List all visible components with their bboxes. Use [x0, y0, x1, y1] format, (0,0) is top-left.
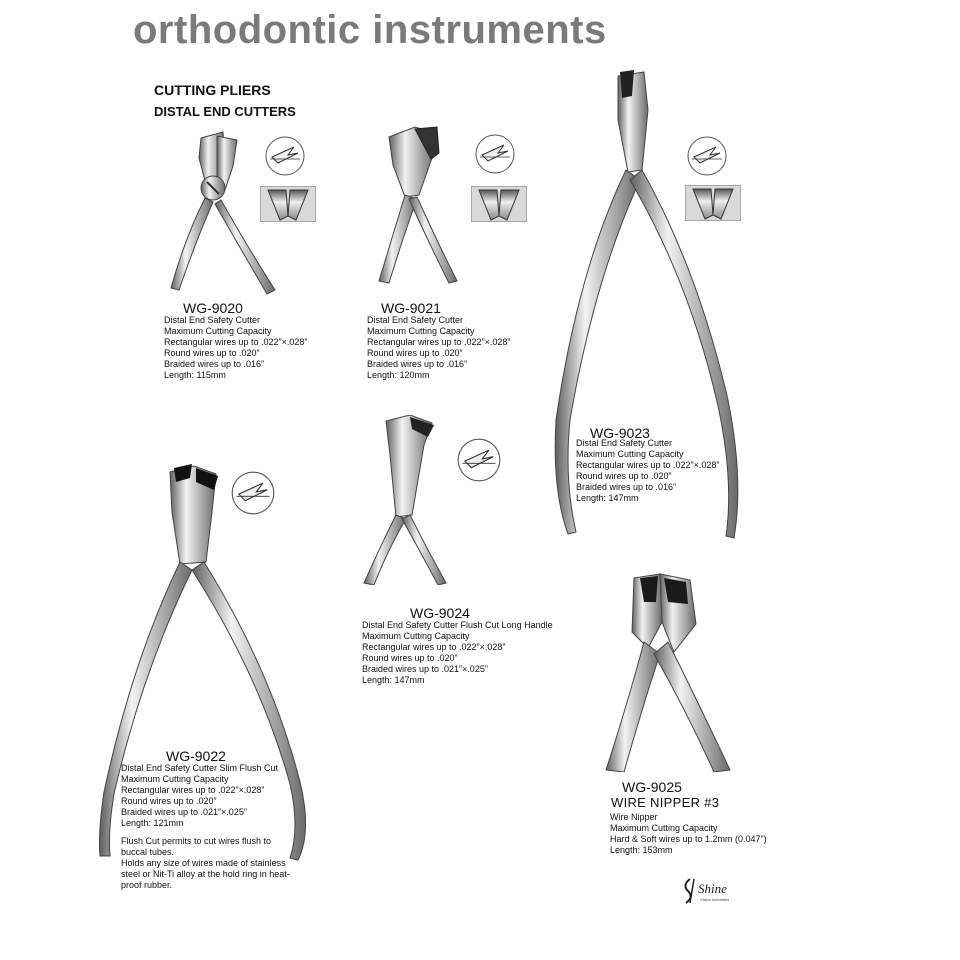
product-code: WG-9020: [183, 300, 243, 316]
product-specs: Distal End Safety Cutter Slim Flush Cut Maximum Cutting Capacity Rectangular wires up to .022”×.028” Round wires up to .020” Braided wires up to .021”×.025” Length: 121mm: [121, 763, 279, 828]
product-code: WG-9021: [381, 300, 441, 316]
cutting-diagram-icon: [686, 135, 728, 177]
plier-photo-wg-9025: [598, 572, 738, 772]
plier-photo-wg-9021: [375, 125, 465, 285]
jaw-profile-icon: [471, 186, 527, 222]
cutting-diagram-icon: [474, 133, 516, 175]
section-title: CUTTING PLIERS: [154, 82, 271, 98]
jaw-profile-icon: [260, 186, 316, 222]
product-code: WG-9025: [622, 779, 682, 795]
cutting-diagram-icon: [230, 470, 272, 512]
jaw-profile-icon: [685, 185, 741, 221]
page-title: orthodontic instruments: [133, 8, 607, 52]
product-subtitle: WIRE NIPPER #3: [611, 795, 720, 810]
svg-text:Vision Industries: Vision Industries: [700, 897, 730, 902]
product-specs: Wire Nipper Maximum Cutting Capacity Hard & Soft wires up to 1.2mm (0.047”) Length: 153mm: [610, 812, 767, 855]
product-code: WG-9024: [410, 605, 470, 621]
product-specs: Distal End Safety Cutter Flush Cut Long Handle Maximum Cutting Capacity Rectangular wires up to .022”×.028” Round wires up to .020” Braided wires up to .021”×.025” Length: 147mm: [362, 620, 553, 685]
product-note: Flush Cut permits to cut wires flush to buccal tubes. Holds any size of wires made of stainless steel or Nit-Ti alloy at the hold ring in heat-proof rubber.: [121, 836, 290, 890]
svg-text:Shine: Shine: [698, 881, 727, 896]
cutting-diagram-icon: [456, 437, 498, 479]
product-code: WG-9023: [590, 425, 650, 441]
subsection-title: DISTAL END CUTTERS: [154, 104, 296, 119]
shine-logo: [680, 875, 750, 905]
plier-photo-wg-9024: [360, 415, 455, 585]
product-specs: Distal End Safety Cutter Maximum Cutting Capacity Rectangular wires up to .022”×.028” Round wires up to .020” Braided wires up to .016” Length: 115mm: [164, 315, 308, 380]
product-specs: Distal End Safety Cutter Maximum Cutting Capacity Rectangular wires up to .022”×.028” Round wires up to .020” Braided wires up to .016” Length: 147mm: [576, 438, 720, 503]
product-code: WG-9022: [166, 748, 226, 764]
cutting-diagram-icon: [264, 135, 306, 177]
product-specs: Distal End Safety Cutter Maximum Cutting Capacity Rectangular wires up to .022”×.028” Round wires up to .020” Braided wires up to .016” Length: 120mm: [367, 315, 511, 380]
